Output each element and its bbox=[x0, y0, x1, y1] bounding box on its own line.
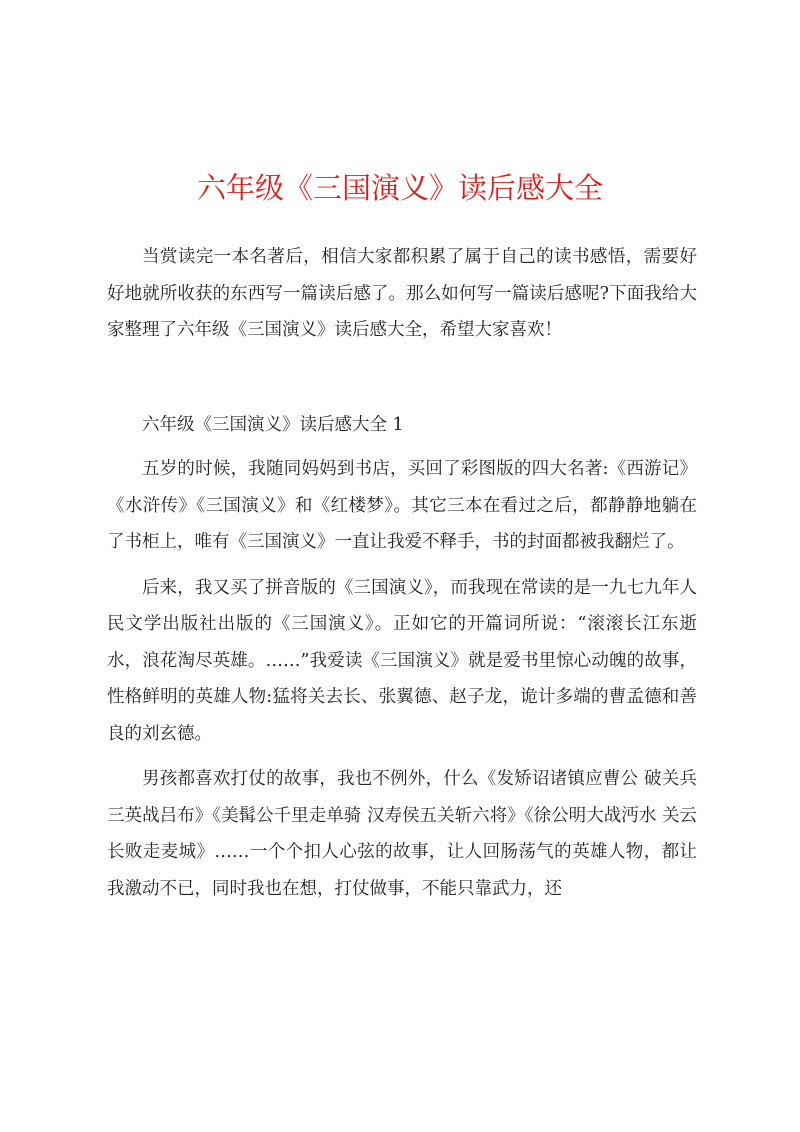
essay-body bbox=[107, 451, 697, 907]
intro-paragraph: 当赏读完一本名著后，相信大家都积累了属于自己的读书感悟，需要好好地就所收获的东西写一篇读后感了。那么如何写一篇读后感呢?下面我给大家整理了六年级《三国演义》读后感大全，希望大家喜欢！ bbox=[107, 247, 697, 340]
intro-section bbox=[107, 239, 697, 349]
body-paragraph-3: 男孩都喜欢打仗的故事，我也不例外，什么《发矫诏诸镇应曹公 破关兵三英战吕布》《美髯公千里走单骑 汉寿侯五关斩六将》《徐公明大战沔水 关云长败走麦城》……一个个扣人心弦的故事，让人回肠荡气的英雄人物，都让我激动不已，同时我也在想，打仗做事，不能只靠武力，还 bbox=[107, 769, 697, 899]
body-paragraph-1: 五岁的时候，我随同妈妈到书店，买回了彩图版的四大名著:《西游记》《水浒传》《三国演义》和《红楼梦》。其它三本在看过之后，都静静地躺在了书柜上，唯有《三国演义》一直让我爱不释手，书的封面都被我翻烂了。 bbox=[107, 459, 697, 552]
body-paragraph-2: 后来，我又买了拼音版的《三国演义》，而我现在常读的是一九七九年人民文学出版社出版的《三国演义》。正如它的开篇词所说：“滚滚长江东逝水，浪花淘尽英雄。……”我爱读《三国演义》就是爱书里惊心动魄的故事，性格鲜明的英雄人物:猛将关去长、张翼德、赵子龙，诡计多端的曹孟德和善良的刘玄德。 bbox=[107, 577, 697, 744]
section-heading-block bbox=[107, 407, 697, 444]
page-title: 六年级《三国演义》读后感大全 bbox=[196, 171, 603, 205]
section-heading: 六年级《三国演义》读后感大全 1 bbox=[142, 415, 404, 435]
